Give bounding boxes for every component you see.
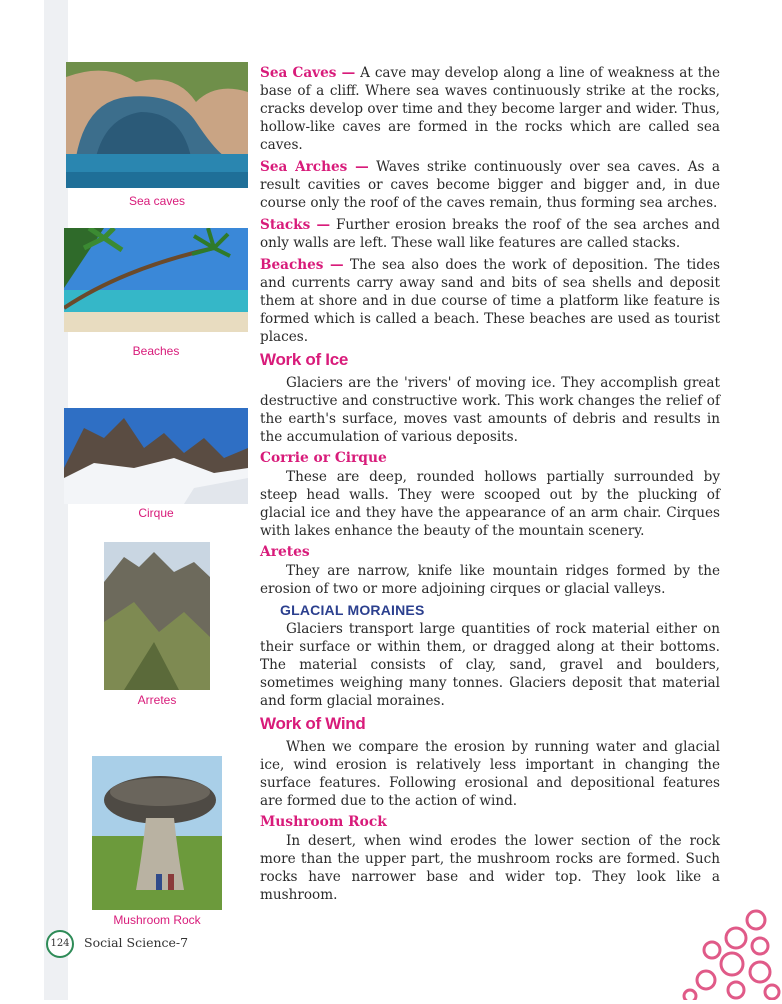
aretes-text: They are narrow, knife like mountain ridges formed by the erosion of two or more adjoining cirques or glacial valleys. <box>260 563 720 597</box>
corrie-heading: Corrie or Cirque <box>260 450 387 466</box>
main-text-column <box>260 64 720 908</box>
corrie-text: These are deep, rounded hollows partially surrounded by steep head walls. They were scooped out by the plucking of glacial ice and they have the appearance of an arm chair. Cirques with lakes enhance the beauty of the mountain scenery. <box>260 469 720 539</box>
stacks-term: Stacks — <box>260 217 331 233</box>
beaches-text: The sea also does the work of deposition. The tides and currents carry away sand and bits of sea shells and deposit them at shore and in due course of time a platform like feature is formed which is called a beach. These beaches are used as tourist places. <box>260 257 720 345</box>
sea-arches-term: Sea Arches — <box>260 159 369 175</box>
beaches-paragraph <box>260 256 720 346</box>
mushroom-heading: Mushroom Rock <box>260 814 387 830</box>
caption-cirque: Cirque <box>138 506 174 520</box>
stacks-text: Further erosion breaks the roof of the sea arches and only walls are left. These wall like features are called stacks. <box>260 217 720 251</box>
caption-arretes: Arretes <box>137 693 177 707</box>
mushroom-text: In desert, when wind erodes the lower section of the rock more than the upper part, the mushroom rocks are formed. Such rocks have narrower base and wider top. They look like a mushroom. <box>260 833 720 903</box>
beaches-photo <box>64 228 248 332</box>
sea-arches-text: Waves strike continuously over sea caves. As a result cavities or caves become bigger and bigger and, in due course only the roof of the caves remain, thus forming sea arches. <box>260 159 720 211</box>
stacks-paragraph <box>260 216 720 252</box>
beaches-term: Beaches — <box>260 257 344 273</box>
decorative-bubbles-icon <box>676 900 782 1000</box>
work-of-wind-text: When we compare the erosion by running water and glacial ice, wind erosion is relatively less important in changing the surface features. Following erosional and depositional features are formed due to the action of wind. <box>260 739 720 809</box>
work-of-ice-heading: Work of Ice <box>260 350 349 369</box>
mushroom-rock-photo <box>92 756 222 910</box>
caption-sea-caves: Sea caves <box>128 194 186 208</box>
sea-caves-text: A cave may develop along a line of weakness at the base of a cliff. Where sea waves continuously strike at the rocks, cracks develop over time and they become larger and wider. Thus, hollow-like caves are formed in the rocks which are called sea caves. <box>260 65 720 153</box>
arretes-photo <box>104 542 210 690</box>
sea-caves-paragraph <box>260 64 720 154</box>
sea-caves-photo <box>66 62 248 188</box>
caption-mushroom-rock: Mushroom Rock <box>113 913 201 927</box>
sea-caves-term: Sea Caves — <box>260 65 356 81</box>
caption-beaches: Beaches <box>132 344 180 358</box>
aretes-heading: Aretes <box>260 544 310 560</box>
moraines-heading: GLACIAL MORAINES <box>280 602 425 618</box>
page-number: 124 <box>46 930 74 958</box>
book-title: Social Science-7 <box>84 935 189 950</box>
work-of-ice-text: Glaciers are the 'rivers' of moving ice. They accomplish great destructive and constructive work. This work changes the relief of the earth's surface, moves vast amounts of debris and results in the accumulation of various deposits. <box>260 375 720 445</box>
moraines-text: Glaciers transport large quantities of rock material either on their surface or within them, or dragged along at their bottoms. The material consists of clay, sand, gravel and boulders, sometimes weighing many tonnes. Glaciers deposit that material and form glacial moraines. <box>260 621 720 709</box>
work-of-wind-heading: Work of Wind <box>260 714 366 733</box>
sea-arches-paragraph <box>260 158 720 212</box>
cirque-photo <box>64 408 248 504</box>
